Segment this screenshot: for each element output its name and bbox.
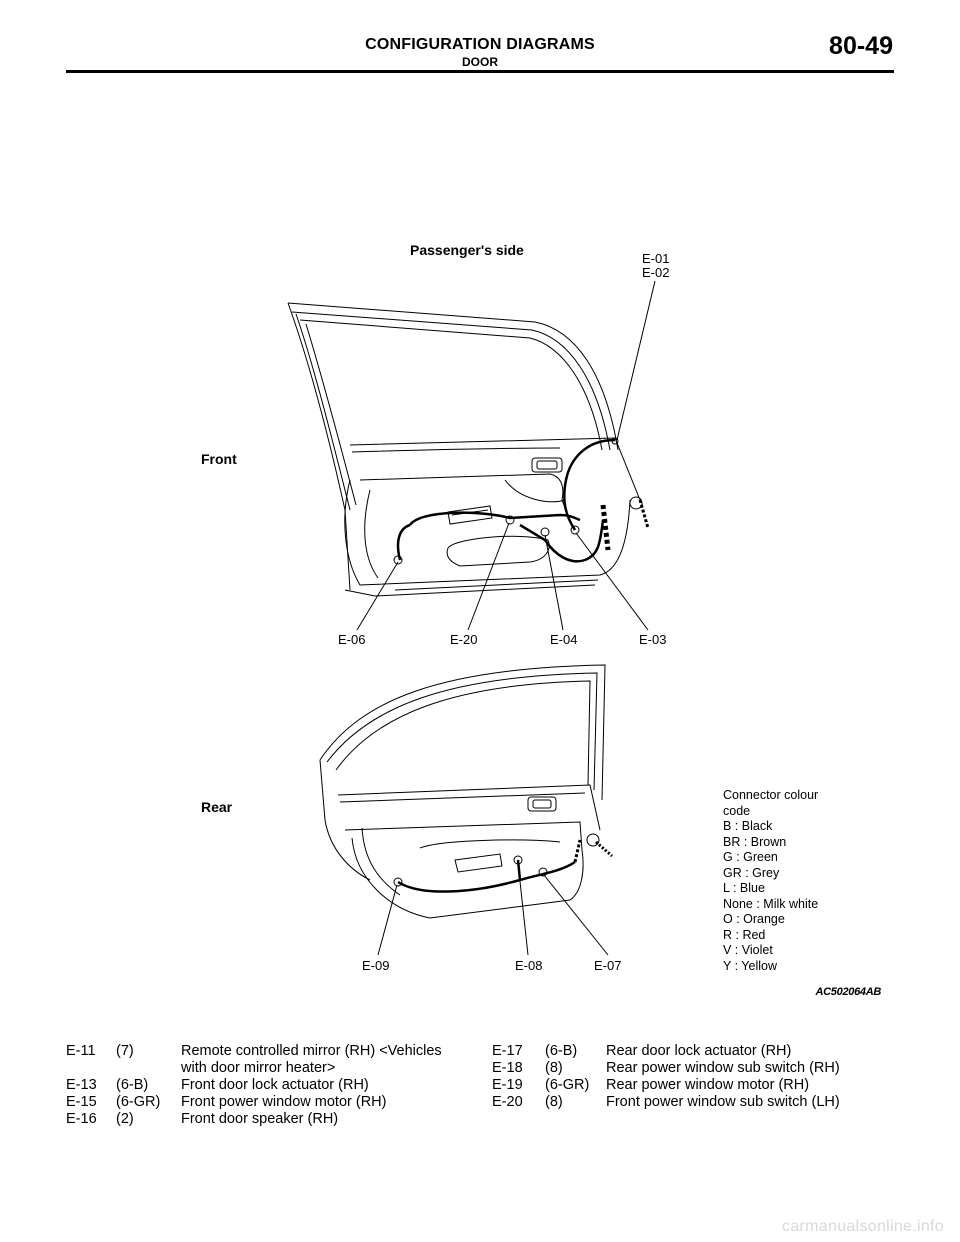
table-row <box>66 1111 442 1128</box>
connector-label-e09: E-09 <box>362 958 390 973</box>
legend-item: Y : Yellow <box>723 958 777 973</box>
connector-label-e04: E-04 <box>550 632 578 647</box>
legend-item: L : Blue <box>723 881 765 895</box>
connector-code: E-19 <box>492 1077 523 1093</box>
legend-item: GR : Grey <box>723 865 780 880</box>
table-row <box>66 1077 442 1094</box>
connector-desc: Front door lock actuator (RH) <box>181 1077 369 1093</box>
connector-label-e07: E-07 <box>594 958 622 973</box>
connector-desc: Rear power window sub switch (RH) <box>606 1060 840 1076</box>
rear-door-drawing <box>320 665 612 955</box>
legend-title: Connector colour <box>723 788 819 802</box>
rear-label: Rear <box>201 799 233 815</box>
connector-label-e01: E-01 <box>642 251 670 266</box>
connector-code: E-15 <box>66 1094 97 1110</box>
legend-item: B : Black <box>723 819 773 833</box>
page-number: 80-49 <box>829 32 893 60</box>
connector-code: E-17 <box>492 1043 523 1059</box>
connector-desc: Front door speaker (RH) <box>181 1111 339 1127</box>
table-row <box>492 1043 840 1060</box>
connector-code: E-20 <box>492 1094 523 1110</box>
connector-code: E-16 <box>66 1111 97 1127</box>
connector-pins: (6-GR) <box>545 1077 590 1093</box>
connector-code: E-11 <box>66 1043 96 1059</box>
connector-desc: Front power window sub switch (LH) <box>606 1094 840 1110</box>
view-title: Passenger's side <box>410 242 524 258</box>
connector-pins: (8) <box>545 1060 563 1076</box>
connector-desc: Rear door lock actuator (RH) <box>606 1043 792 1059</box>
table-row <box>492 1077 840 1094</box>
connector-label-e03: E-03 <box>639 632 667 647</box>
watermark: carmanualsonline.info <box>782 1218 944 1235</box>
connector-label-e06: E-06 <box>338 632 366 647</box>
connector-pins: (6-B) <box>116 1077 149 1093</box>
legend-item: V : Violet <box>723 943 773 957</box>
table-row <box>492 1094 840 1111</box>
front-door-drawing <box>288 281 655 630</box>
connector-pins: (6-GR) <box>116 1094 161 1110</box>
connector-pins: (2) <box>116 1111 134 1127</box>
legend-item: G : Green <box>723 850 778 864</box>
connector-label-e02: E-02 <box>642 265 670 280</box>
table-row <box>66 1043 442 1077</box>
table-row <box>492 1060 840 1077</box>
section-subtitle: DOOR <box>462 55 498 69</box>
figure-id: AC502064AB <box>815 986 881 998</box>
legend-title-cont: code <box>723 803 751 818</box>
connector-pins: (7) <box>116 1043 134 1059</box>
connector-table-right <box>492 1043 840 1111</box>
table-row <box>66 1094 442 1111</box>
front-label: Front <box>201 451 237 467</box>
connector-code: E-18 <box>492 1060 523 1076</box>
connector-desc: Rear power window motor (RH) <box>606 1077 810 1093</box>
connector-label-e20: E-20 <box>450 632 478 647</box>
connector-desc: Remote controlled mirror (RH) <Vehicles with door mirror heater> <box>181 1043 442 1076</box>
connector-pins: (6-B) <box>545 1043 578 1059</box>
section-title: CONFIGURATION DIAGRAMS <box>365 36 595 53</box>
connector-desc: Front power window motor (RH) <box>181 1094 387 1110</box>
legend-item: O : Orange <box>723 912 785 926</box>
legend-item: R : Red <box>723 927 766 942</box>
connector-pins: (8) <box>545 1094 563 1110</box>
colour-code-legend <box>723 788 883 974</box>
connector-code: E-13 <box>66 1077 97 1093</box>
legend-item: None : Milk white <box>723 896 819 911</box>
legend-item: BR : Brown <box>723 834 787 849</box>
connector-table-left <box>66 1043 442 1128</box>
connector-label-e08: E-08 <box>515 958 543 973</box>
